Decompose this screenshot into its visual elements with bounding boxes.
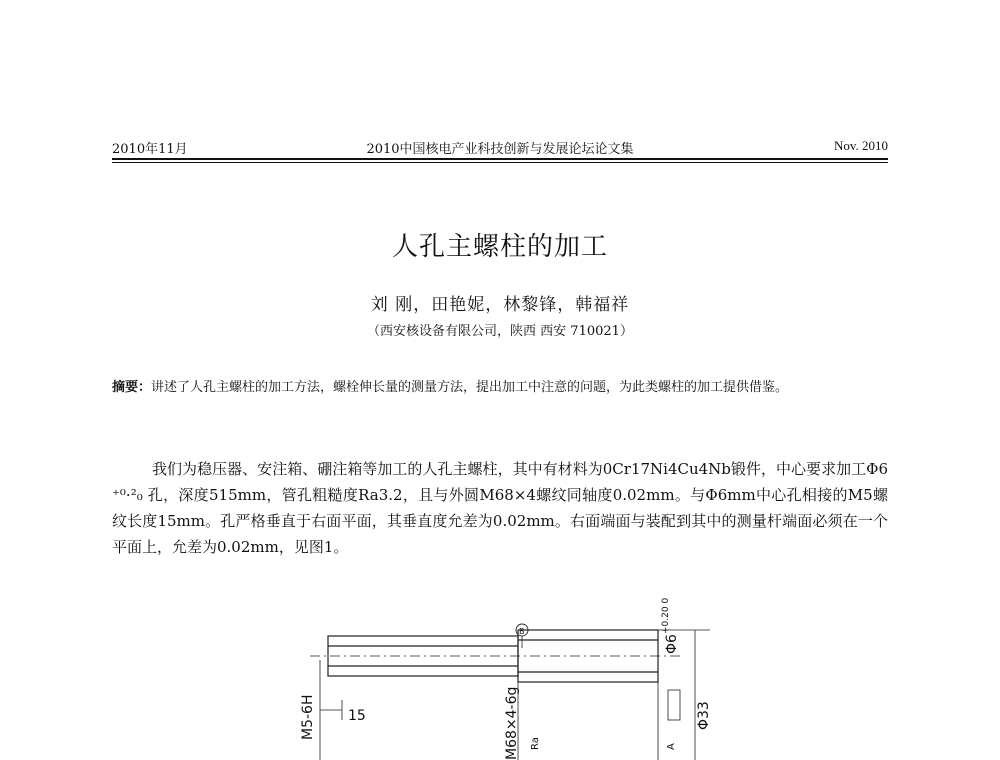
abstract-label: 摘要：	[112, 380, 152, 395]
abstract	[112, 376, 888, 400]
label-m5: M5-6H	[300, 694, 316, 740]
body-paragraph: 我们为稳压器、安注箱、硼注箱等加工的人孔主螺柱，其中有材料为0Cr17Ni4Cu4Nb锻件，中心要求加工Φ6 ⁺⁰·²₀ 孔，深度515mm，管孔粗糙度Ra3.2，且与外圆M68×4螺纹同轴度0.02mm。与Φ6mm中心孔相接的M5螺纹长度15mm。孔严格垂直于右面平面，其垂直度允差为0.02mm。右面端面与装配到其中的测量杆端面必须在一个平面上，允差为0.02mm，见图1。	[112, 460, 888, 556]
label-15: 15	[348, 708, 366, 724]
label-ra: Ra	[530, 737, 541, 750]
header-rule-thick	[112, 158, 888, 160]
header-rule-thin	[112, 162, 888, 163]
figure-1-bolt-drawing	[290, 590, 730, 760]
label-thread: M68×4-6g	[504, 686, 520, 760]
paper-affiliation: （西安核设备有限公司，陕西 西安 710021）	[367, 324, 633, 339]
label-phi33: Φ33	[696, 701, 712, 730]
paper-authors: 刘 刚，田艳妮，林黎锋，韩福祥	[370, 295, 630, 315]
label-datum-b: B	[519, 627, 525, 636]
label-datum-a: A	[666, 743, 677, 750]
header-date: 2010年11月	[112, 142, 188, 157]
label-tolerance: +0.20 0	[661, 597, 671, 634]
label-phi6: Φ6	[664, 634, 680, 654]
paper-title: 人孔主螺柱的加工	[391, 232, 608, 262]
abstract-text: 讲述了人孔主螺柱的加工方法，螺栓伸长量的测量方法，提出加工中注意的问题，为此类螺柱的加工提供借鉴。	[151, 380, 789, 395]
header-date-en: Nov. 2010	[833, 138, 888, 153]
header-proceedings-title: 2010中国核电产业科技创新与发展论坛论文集	[366, 142, 634, 157]
running-header	[112, 138, 888, 160]
geometric-tolerance-frame	[668, 690, 680, 720]
